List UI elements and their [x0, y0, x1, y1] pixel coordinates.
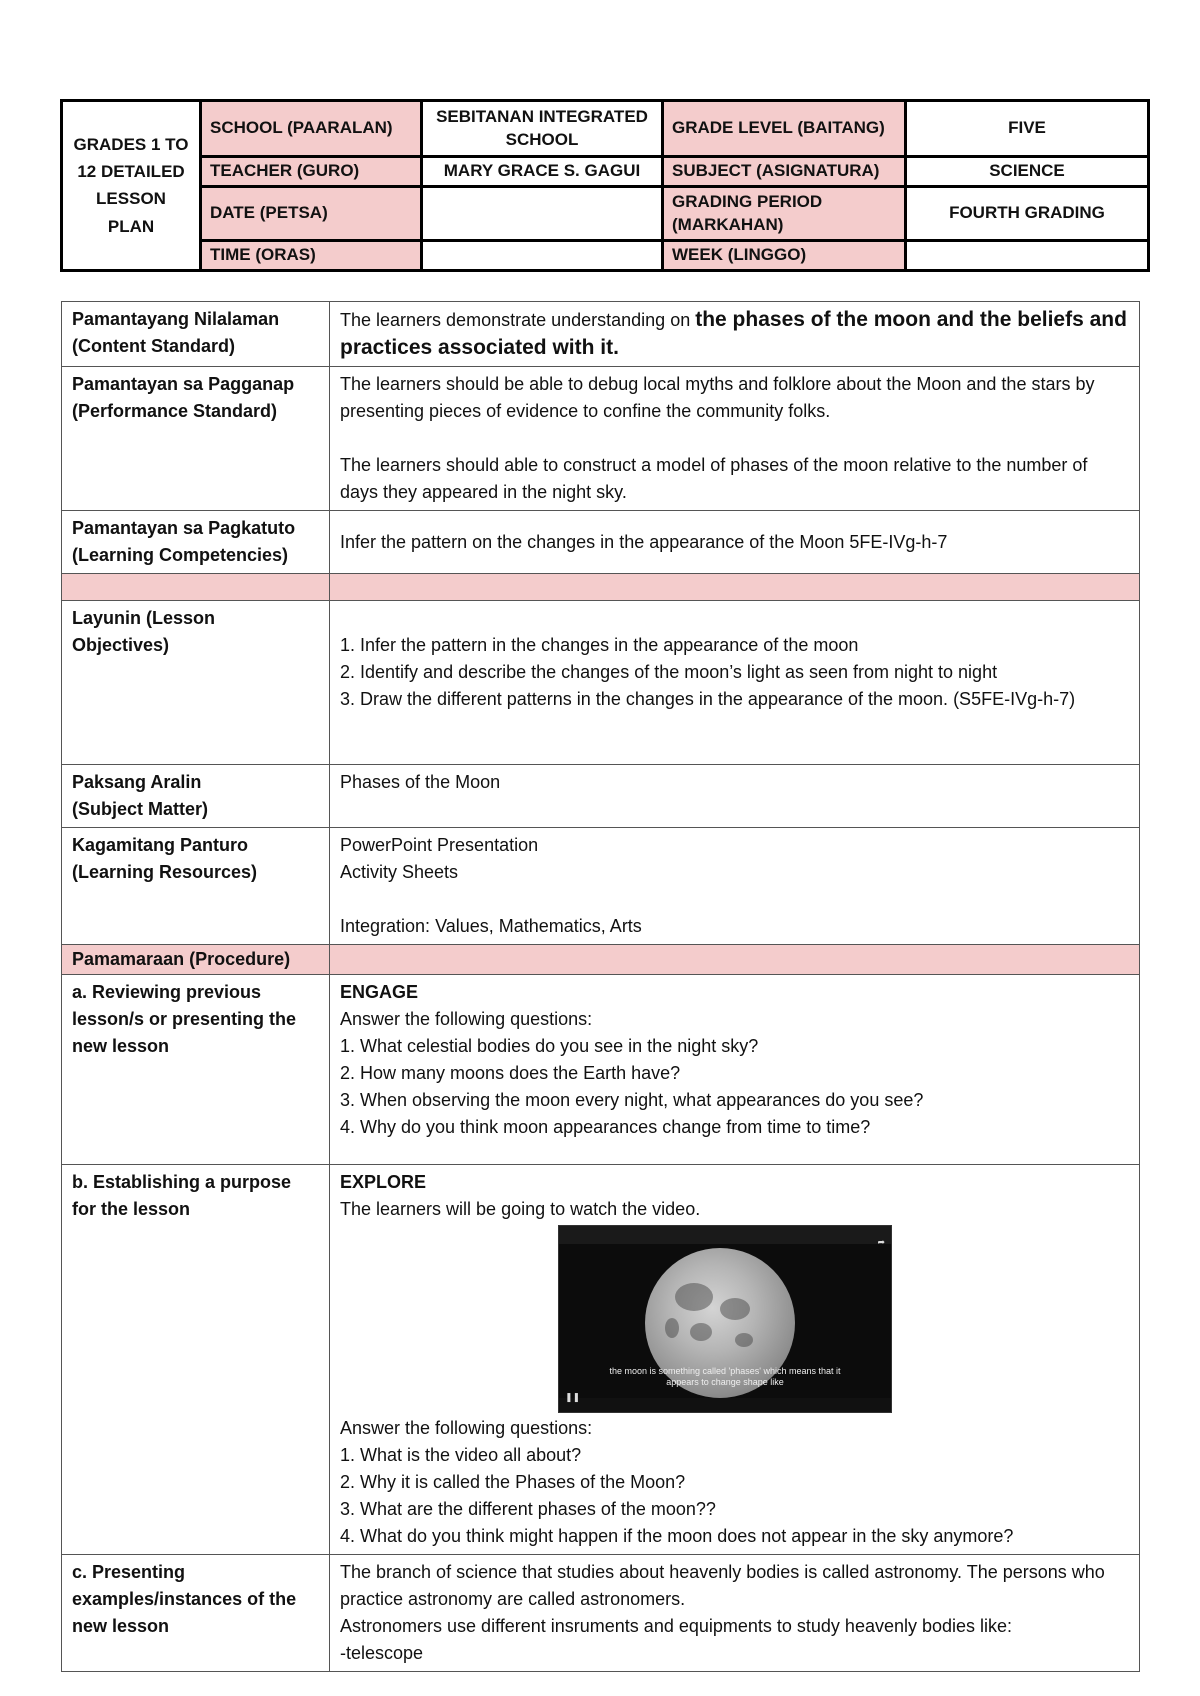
objective-item: 3. Draw the different patterns in the changes in the appearance of the moon. (S5FE-IVg-h-7) [340, 689, 1076, 709]
school-value: SEBITANAN INTEGRATED SCHOOL [422, 101, 663, 157]
subject-matter-label: Paksang Aralin [72, 772, 202, 792]
objective-item: 2. Identify and describe the changes of the moon’s light as seen from night to night [340, 662, 998, 682]
subject-matter-label-en: (Subject Matter) [72, 799, 209, 819]
learning-resources-label: Kagamitang Panturo [72, 835, 249, 855]
grading-period-label: GRADING PERIOD (MARKAHAN) [663, 187, 906, 241]
header-table [60, 99, 1150, 272]
step-b-question: 2. Why it is called the Phases of the Moon? [340, 1472, 686, 1492]
play-icon[interactable]: ❚❚ [565, 1392, 581, 1402]
subject-matter-text: Phases of the Moon [330, 765, 1140, 828]
video-topbar [559, 1226, 891, 1244]
step-c-row [62, 1555, 1140, 1672]
performance-standard-p2: The learners should able to construct a model of phases of the moon relative to the number of days they appeared in the night sky. [340, 455, 1088, 502]
procedure-label: Pamamaraan (Procedure) [62, 945, 330, 975]
content-standard-label: Pamantayang Nilalaman [72, 309, 280, 329]
step-b-heading: EXPLORE [340, 1172, 427, 1192]
step-c-p1: The branch of science that studies about heavenly bodies is called astronomy. The persons who practice astronomy are called astronomers. [340, 1562, 1105, 1609]
step-b-question: 1. What is the video all about? [340, 1445, 582, 1465]
step-b-intro: The learners will be going to watch the video. [340, 1199, 701, 1219]
learning-competencies-text: Infer the pattern on the changes in the appearance of the Moon 5FE-IVg-h-7 [330, 511, 1140, 574]
step-a-intro: Answer the following questions: [340, 1009, 593, 1029]
learning-competencies-label-en: (Learning Competencies) [72, 545, 289, 565]
date-label: DATE (PETSA) [201, 187, 422, 241]
step-a-question: 3. When observing the moon every night, what appearances do you see? [340, 1090, 924, 1110]
share-icon[interactable]: ➦ [877, 1237, 885, 1247]
date-value [422, 187, 663, 241]
step-a-question: 1. What celestial bodies do you see in the night sky? [340, 1036, 759, 1056]
time-label: TIME (ORAS) [201, 241, 422, 271]
grading-period-value: FOURTH GRADING [906, 187, 1149, 241]
grades-label: GRADES 1 TO 12 DETAILED LESSON PLAN [62, 101, 201, 271]
step-a-heading: ENGAGE [340, 982, 419, 1002]
subject-value: SCIENCE [906, 157, 1149, 187]
grade-level-label: GRADE LEVEL (BAITANG) [663, 101, 906, 157]
teacher-value: MARY GRACE S. GAGUI [422, 157, 663, 187]
learning-resources-label-en: (Learning Resources) [72, 862, 258, 882]
learning-competencies-row [62, 511, 1140, 574]
resource-item: Activity Sheets [340, 862, 459, 882]
moon-video[interactable] [558, 1225, 892, 1413]
video-controls [559, 1398, 891, 1412]
step-c-label: c. Presenting examples/instances of the new lesson [62, 1555, 330, 1672]
grade-level-value: FIVE [906, 101, 1149, 157]
step-a-question: 4. Why do you think moon appearances change from time to time? [340, 1117, 871, 1137]
performance-standard-label: Pamantayan sa Pagganap [72, 374, 295, 394]
step-b-row [62, 1165, 1140, 1555]
resource-item: PowerPoint Presentation [340, 835, 539, 855]
subject-label: SUBJECT (ASIGNATURA) [663, 157, 906, 187]
content-standard-topic: the phases of the moon and the beliefs and practices associated with it. [340, 308, 1127, 359]
learning-competencies-label: Pamantayan sa Pagkatuto [72, 518, 296, 538]
school-label: SCHOOL (PAARALAN) [201, 101, 422, 157]
step-c-p3: -telescope [340, 1643, 424, 1663]
content-standard-row [62, 302, 1140, 367]
step-b-label: b. Establishing a purpose for the lesson [62, 1165, 330, 1555]
week-value [906, 241, 1149, 271]
lesson-table [61, 301, 1140, 1672]
objectives-row [62, 601, 1140, 765]
procedure-row [62, 945, 1140, 975]
learning-resources-row [62, 828, 1140, 945]
integration-text: Integration: Values, Mathematics, Arts [340, 916, 642, 936]
content-standard-label-en: (Content Standard) [72, 336, 235, 356]
performance-standard-row [62, 367, 1140, 511]
step-b-questions-intro: Answer the following questions: [340, 1418, 593, 1438]
step-b-question: 3. What are the different phases of the moon?? [340, 1499, 716, 1519]
video-caption: the moon is something called 'phases' which means that it appears to change shape like [609, 1366, 841, 1387]
objectives-label: Layunin (Lesson [72, 608, 216, 628]
pink-separator-row [62, 574, 1140, 601]
time-value [422, 241, 663, 271]
step-a-question: 2. How many moons does the Earth have? [340, 1063, 681, 1083]
step-a-label: a. Reviewing previous lesson/s or presenting the new lesson [62, 975, 330, 1165]
step-c-p2: Astronomers use different insruments and equipments to study heavenly bodies like: [340, 1616, 1013, 1636]
objective-item: 1. Infer the pattern in the changes in the appearance of the moon [340, 635, 859, 655]
objectives-label-en: Objectives) [72, 635, 170, 655]
performance-standard-p1: The learners should be able to debug local myths and folklore about the Moon and the stars by presenting pieces of evidence to confine the community folks. [340, 374, 1095, 421]
content-standard-text: The learners demonstrate understanding on [340, 310, 696, 330]
week-label: WEEK (LINGGO) [663, 241, 906, 271]
subject-matter-row [62, 765, 1140, 828]
step-b-question: 4. What do you think might happen if the moon does not appear in the sky anymore? [340, 1526, 1014, 1546]
step-a-row [62, 975, 1140, 1165]
performance-standard-label-en: (Performance Standard) [72, 401, 278, 421]
teacher-label: TEACHER (GURO) [201, 157, 422, 187]
